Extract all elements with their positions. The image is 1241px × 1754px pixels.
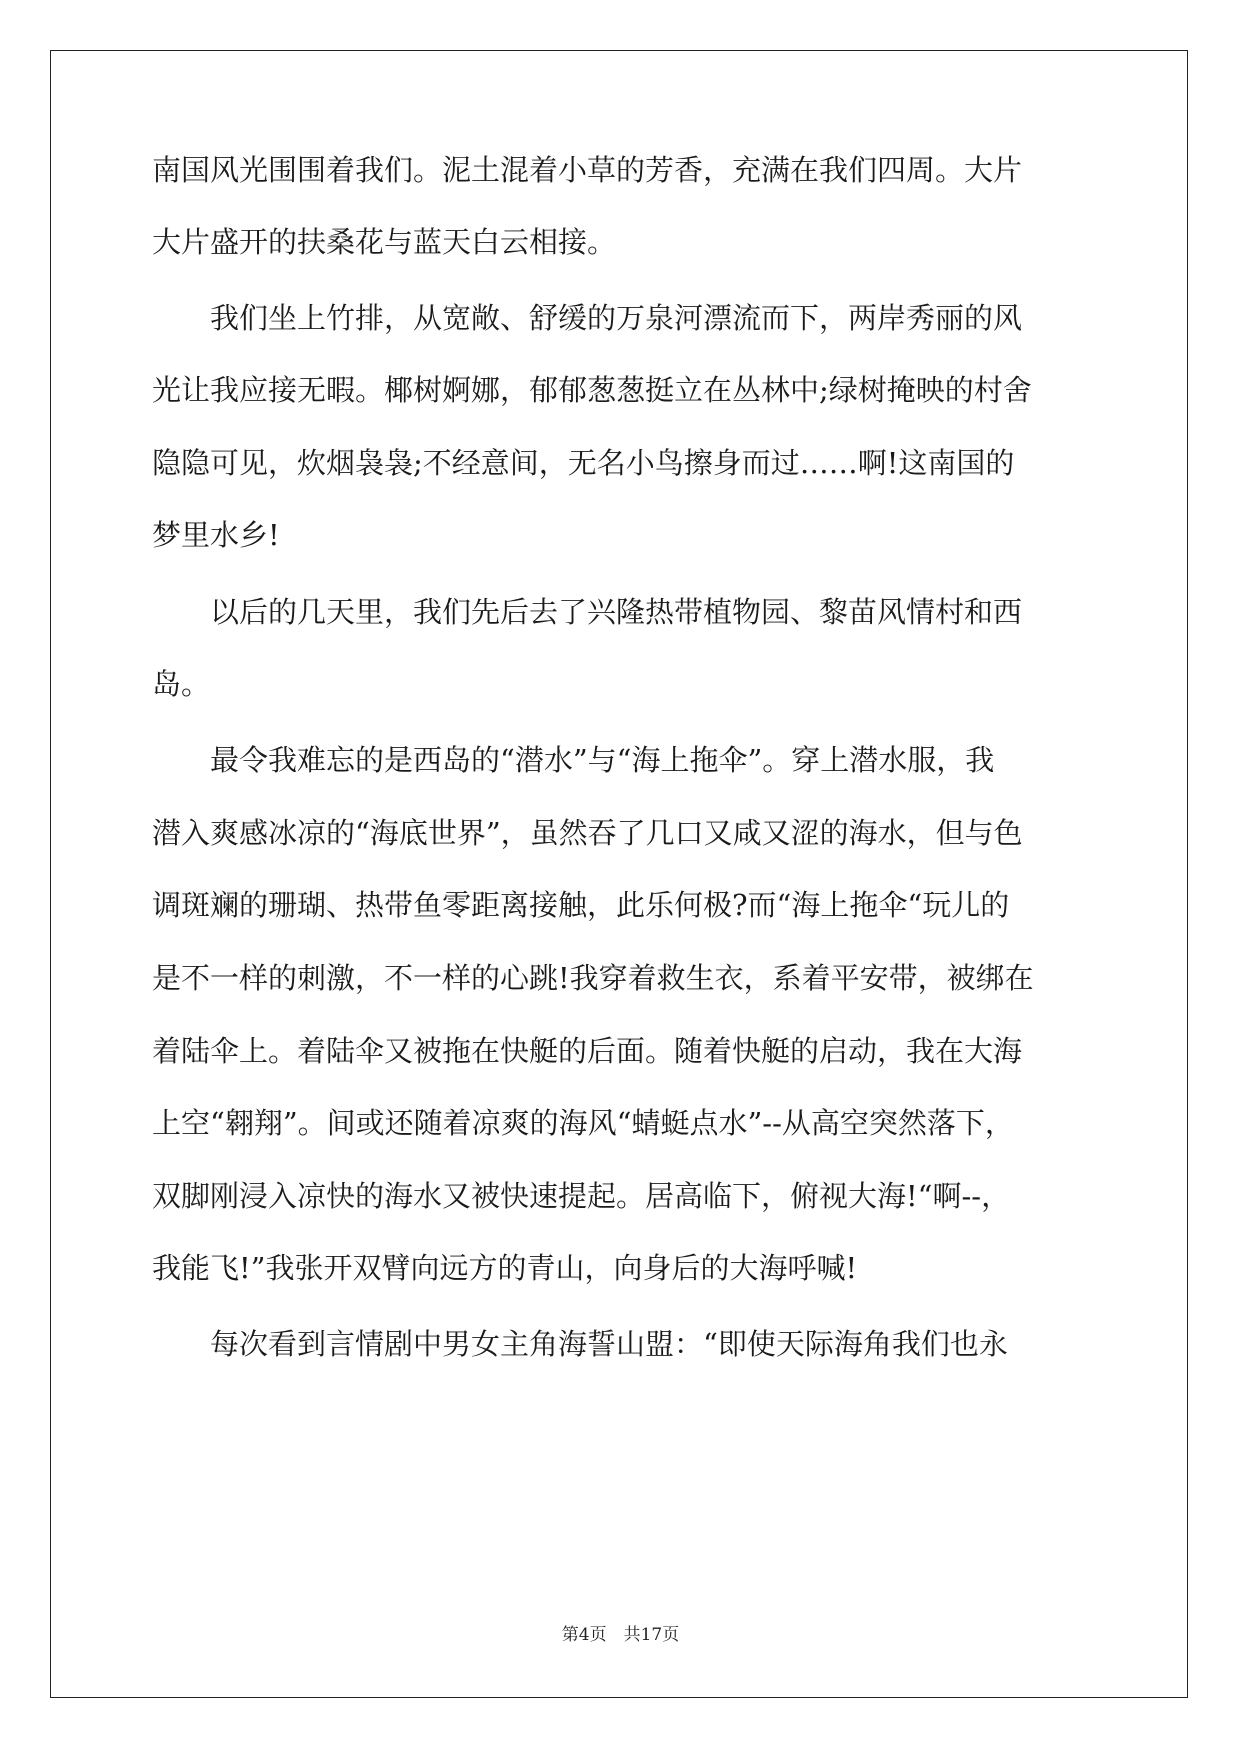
body-line: 潜入爽感冰凉的“海底世界”，虽然吞了几口又咸又涩的海水，但与色 [152,816,1023,850]
body-line: 光让我应接无暇。椰树婀娜，郁郁葱葱挺立在丛林中;绿树掩映的村舍 [152,373,1032,407]
body-line: 岛。 [152,667,211,701]
page-number-footer: 第4页 共17页 [561,1625,680,1645]
body-line: 以后的几天里，我们先后去了兴隆热带植物园、黎苗风情村和西 [152,595,1023,629]
body-line: 调斑斓的珊瑚、热带鱼零距离接触，此乐何极?而“海上拖伞“玩儿的 [152,888,1010,922]
body-line: 上空“翱翔”。间或还随着凉爽的海风“蜻蜓点水”--从高空突然落下， [152,1106,1014,1140]
body-line: 我们坐上竹排，从宽敞、舒缓的万泉河漂流而下，两岸秀丽的风 [152,301,1023,335]
body-line: 是不一样的刺激，不一样的心跳!我穿着救生衣，系着平安带，被绑在 [152,961,1034,995]
body-line: 隐隐可见，炊烟袅袅;不经意间，无名小鸟擦身而过……啊!这南国的 [152,446,1015,480]
body-line: 最令我难忘的是西岛的“潜水”与“海上拖伞”。穿上潜水服，我 [152,743,995,777]
body-line: 着陆伞上。着陆伞又被拖在快艇的后面。随着快艇的启动，我在大海 [152,1034,1023,1068]
body-line: 南国风光围围着我们。泥土混着小草的芳香，充满在我们四周。大片 [152,153,1023,187]
body-line: 我能飞!”我张开双臂向远方的青山，向身后的大海呼喊! [152,1251,858,1285]
body-line: 大片盛开的扶桑花与蓝天白云相接。 [152,225,617,259]
body-line: 每次看到言情剧中男女主角海誓山盟：“即使天际海角我们也永 [152,1327,1008,1361]
body-line: 梦里水乡! [152,518,280,552]
body-line: 双脚刚浸入凉快的海水又被快速提起。居高临下，俯视大海!“啊--， [152,1179,1011,1213]
